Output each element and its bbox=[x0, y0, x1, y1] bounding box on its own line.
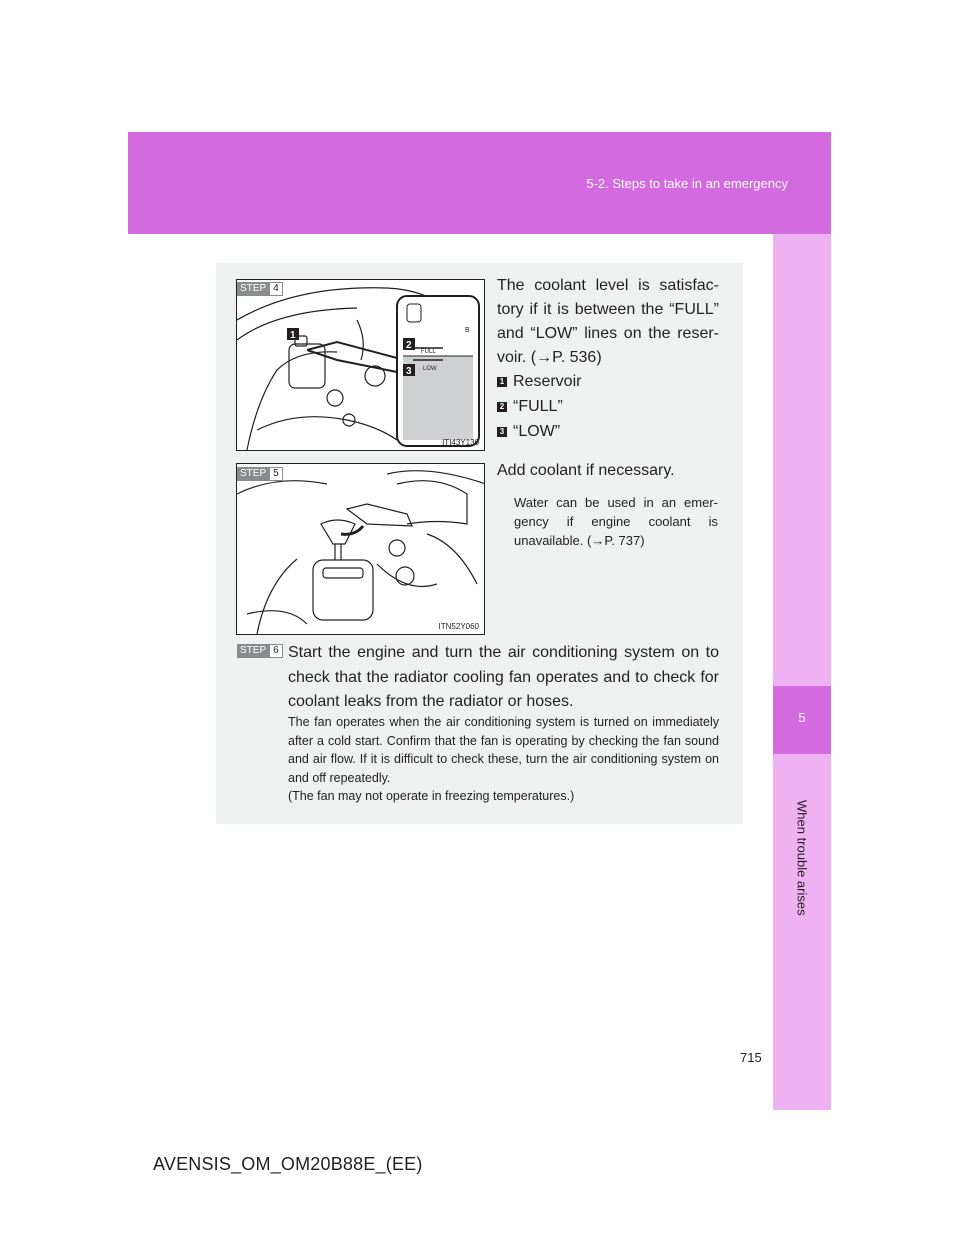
legend-label: “LOW” bbox=[513, 423, 561, 440]
legend-item-low bbox=[497, 423, 560, 441]
marker-2-icon: 2 bbox=[497, 402, 507, 412]
step-word: STEP bbox=[237, 282, 269, 296]
side-tab bbox=[773, 234, 831, 1110]
step-6-text: Start the engine and turn the air conditioning system on to check that the radiator cooling fan operates and to check for coolant leaks from the radiator or hoses. bbox=[288, 644, 719, 710]
figure-code: ITN52Y060 bbox=[438, 622, 479, 631]
b-mark-label: B bbox=[465, 327, 470, 334]
svg-text:3: 3 bbox=[406, 366, 412, 377]
legend-label: Reservoir bbox=[513, 373, 582, 390]
step-4-badge bbox=[237, 282, 283, 296]
chapter-label: When trouble arises bbox=[794, 800, 810, 916]
full-line-label: FULL bbox=[421, 349, 436, 355]
step-5-text: Add coolant if necessary. bbox=[497, 462, 675, 479]
step-5-note: Water can be used in an emer-gency if engine coolant is unavailable. (→P. 737) bbox=[514, 495, 718, 548]
step-6-note: The fan operates when the air conditioning system is turned on immediately after a cold start. Confirm that the fan is operating by checking the fan sound and air flow. If it is difficult to check these, turn the air conditioning system on and off repeatedly. bbox=[288, 715, 719, 785]
step-word: STEP bbox=[237, 644, 269, 658]
pouring-illustration bbox=[237, 464, 485, 635]
svg-text:2: 2 bbox=[406, 340, 412, 351]
low-line-label: LOW bbox=[423, 366, 437, 372]
step-6-badge bbox=[237, 644, 283, 658]
figure-code: ITI43Y136 bbox=[442, 438, 479, 447]
marker-3-icon: 3 bbox=[497, 427, 507, 437]
svg-text:1: 1 bbox=[290, 330, 296, 341]
reservoir-figure bbox=[236, 279, 485, 451]
page-number: 715 bbox=[740, 1050, 762, 1065]
legend-item-full bbox=[497, 398, 563, 416]
add-coolant-figure bbox=[236, 463, 485, 635]
step-number: 5 bbox=[269, 467, 283, 481]
marker-1-icon: 1 bbox=[497, 377, 507, 387]
document-code: AVENSIS_OM_OM20B88E_(EE) bbox=[153, 1154, 423, 1174]
engine-bay-illustration bbox=[237, 280, 485, 451]
step-word: STEP bbox=[237, 467, 269, 481]
legend-label: “FULL” bbox=[513, 398, 563, 415]
step-6-note-2: (The fan may not operate in freezing temperatures.) bbox=[288, 789, 575, 803]
step-5-badge bbox=[237, 467, 283, 481]
step-number: 6 bbox=[269, 644, 283, 658]
chapter-number: 5 bbox=[798, 710, 806, 725]
section-title: 5-2. Steps to take in an emergency bbox=[586, 176, 788, 191]
legend-item-reservoir bbox=[497, 373, 581, 391]
step-number: 4 bbox=[269, 282, 283, 296]
step-4-text: The coolant level is satisfac-tory if it is between the “FULL” and “LOW” lines on the reser-voir. (→P. 536) bbox=[497, 277, 719, 366]
